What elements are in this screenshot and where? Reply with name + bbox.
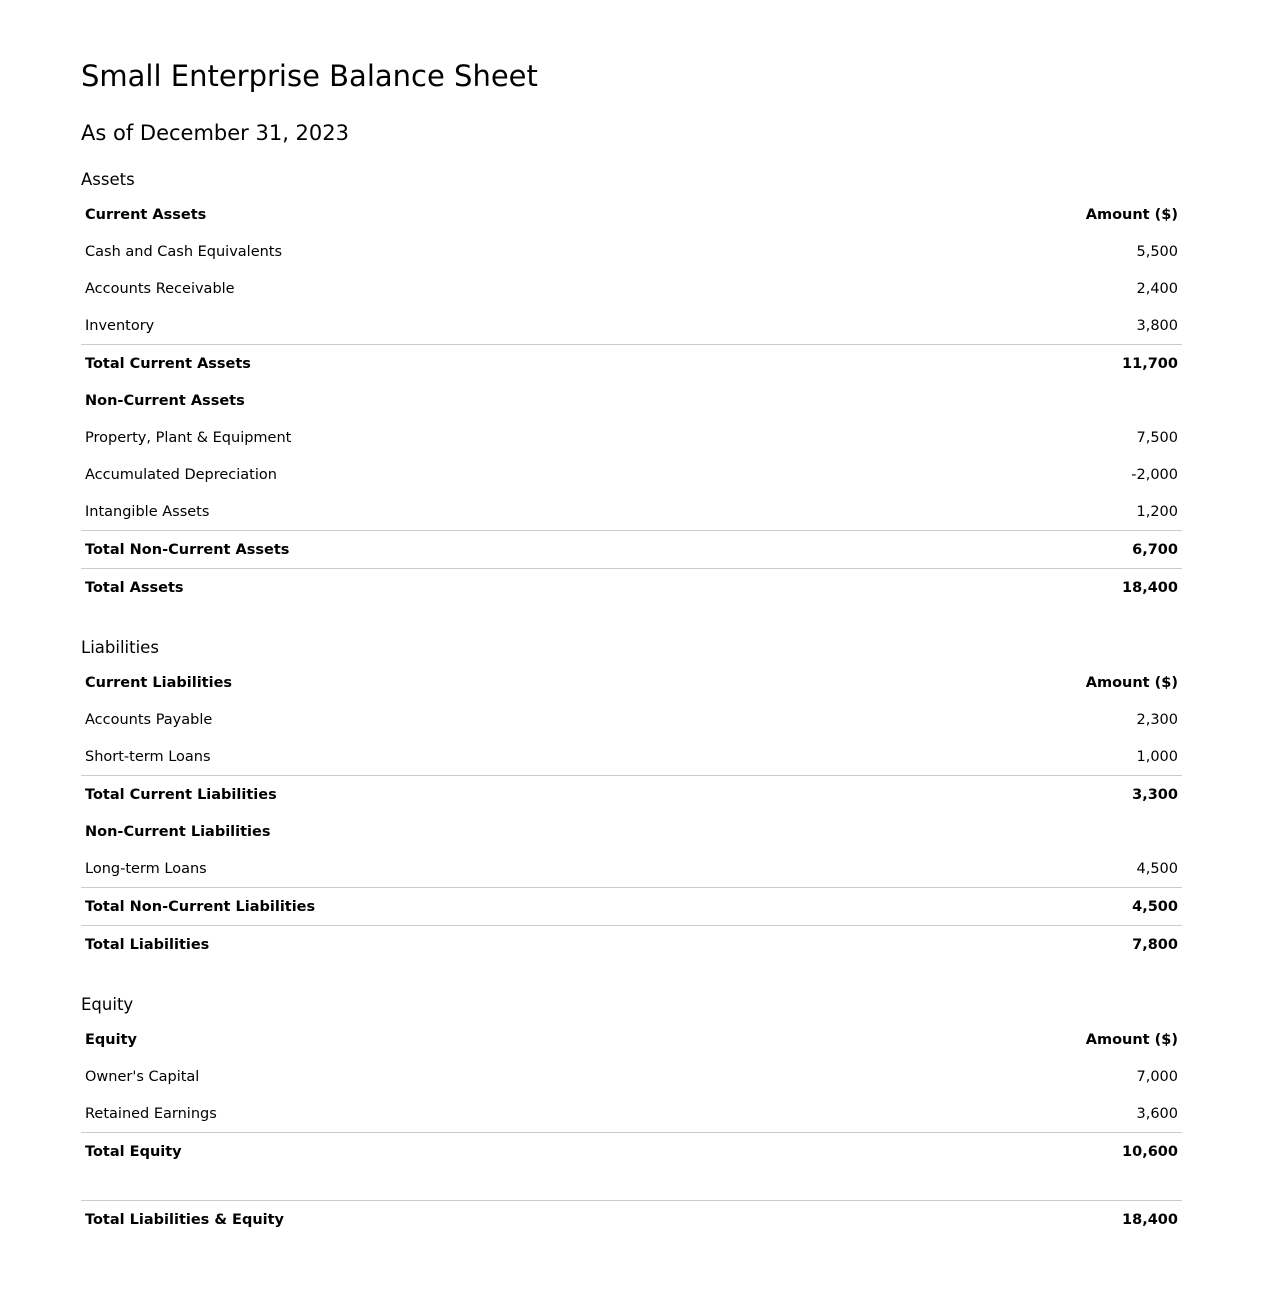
table-row (81, 738, 1182, 776)
row-label: Accumulated Depreciation (85, 466, 277, 483)
row-amount: Amount ($) (1085, 1031, 1178, 1048)
section-heading: Assets (81, 170, 135, 189)
section-equity (81, 993, 1182, 1170)
row-label: Long-term Loans (85, 860, 207, 877)
row-amount: 7,000 (1136, 1068, 1178, 1085)
row-label: Property, Plant & Equipment (85, 429, 292, 446)
group-header-row (81, 382, 1182, 419)
row-label: Total Current Liabilities (81, 776, 856, 814)
table-row (81, 233, 1182, 270)
row-amount: 11,700 (831, 345, 1182, 383)
subtotal-row (81, 345, 1182, 383)
row-amount: 2,300 (1136, 711, 1178, 728)
row-amount: 4,500 (1136, 860, 1178, 877)
row-amount: 2,400 (1136, 280, 1178, 297)
table-row (81, 493, 1182, 531)
row-amount: 3,600 (1136, 1105, 1178, 1122)
row-amount: 7,800 (856, 926, 1182, 964)
section-table (81, 664, 1182, 963)
section-heading: Liabilities (81, 638, 159, 657)
table-row (81, 850, 1182, 888)
section-heading: Equity (81, 995, 134, 1014)
row-amount (831, 382, 1182, 419)
table-row (81, 307, 1182, 345)
section-liabilities (81, 636, 1182, 963)
final-total-table (81, 1200, 1182, 1238)
section-assets (81, 168, 1182, 606)
table-row (81, 1058, 1182, 1095)
page-title: Small Enterprise Balance Sheet (81, 59, 538, 93)
group-header-row (81, 813, 1182, 850)
row-amount: 6,700 (831, 531, 1182, 569)
row-label: Total Non-Current Assets (81, 531, 831, 569)
balance-sheet (81, 0, 1182, 1238)
row-label: Total Equity (81, 1133, 722, 1171)
row-amount: 1,200 (1136, 503, 1178, 520)
table-row (81, 1095, 1182, 1133)
grand-total-row (81, 926, 1182, 964)
subtotal-row (81, 888, 1182, 926)
row-label: Total Liabilities & Equity (81, 1201, 922, 1239)
row-label: Short-term Loans (85, 748, 211, 765)
row-amount: -2,000 (1131, 466, 1178, 483)
subtotal-row (81, 531, 1182, 569)
row-label: Owner's Capital (85, 1068, 200, 1085)
section-table (81, 196, 1182, 606)
row-label: Current Liabilities (85, 674, 233, 691)
row-amount: 5,500 (1136, 243, 1178, 260)
row-amount: Amount ($) (1085, 206, 1178, 223)
row-label: Non-Current Liabilities (85, 823, 271, 840)
group-header-row (81, 1021, 1182, 1058)
row-amount: 18,400 (922, 1201, 1182, 1239)
row-amount: 3,800 (1136, 317, 1178, 334)
row-amount (856, 813, 1182, 850)
grand-total-row (81, 1133, 1182, 1171)
row-label: Retained Earnings (85, 1105, 217, 1122)
row-label: Total Non-Current Liabilities (81, 888, 856, 926)
row-amount: 10,600 (722, 1133, 1182, 1171)
table-row (81, 270, 1182, 307)
section-table (81, 1021, 1182, 1170)
row-label: Intangible Assets (85, 503, 210, 520)
row-label: Inventory (85, 317, 155, 334)
row-amount: 4,500 (856, 888, 1182, 926)
grand-total-row (81, 569, 1182, 607)
table-row (81, 456, 1182, 493)
row-label: Non-Current Assets (85, 392, 245, 409)
table-row (81, 701, 1182, 738)
row-label: Equity (85, 1031, 137, 1048)
group-header-row (81, 664, 1182, 701)
row-label: Total Liabilities (81, 926, 856, 964)
row-amount: 18,400 (831, 569, 1182, 607)
row-label: Cash and Cash Equivalents (85, 243, 283, 260)
row-label: Accounts Payable (85, 711, 213, 728)
row-label: Total Current Assets (81, 345, 831, 383)
subtotal-row (81, 776, 1182, 814)
row-label: Accounts Receivable (85, 280, 235, 297)
row-amount: Amount ($) (1085, 674, 1178, 691)
table-row (81, 419, 1182, 456)
row-amount: 1,000 (1136, 748, 1178, 765)
row-label: Current Assets (85, 206, 207, 223)
row-amount: 3,300 (856, 776, 1182, 814)
group-header-row (81, 196, 1182, 233)
total-liabilities-equity-row (81, 1201, 1182, 1239)
row-label: Total Assets (81, 569, 831, 607)
row-amount: 7,500 (1136, 429, 1178, 446)
page-subtitle: As of December 31, 2023 (81, 121, 349, 145)
